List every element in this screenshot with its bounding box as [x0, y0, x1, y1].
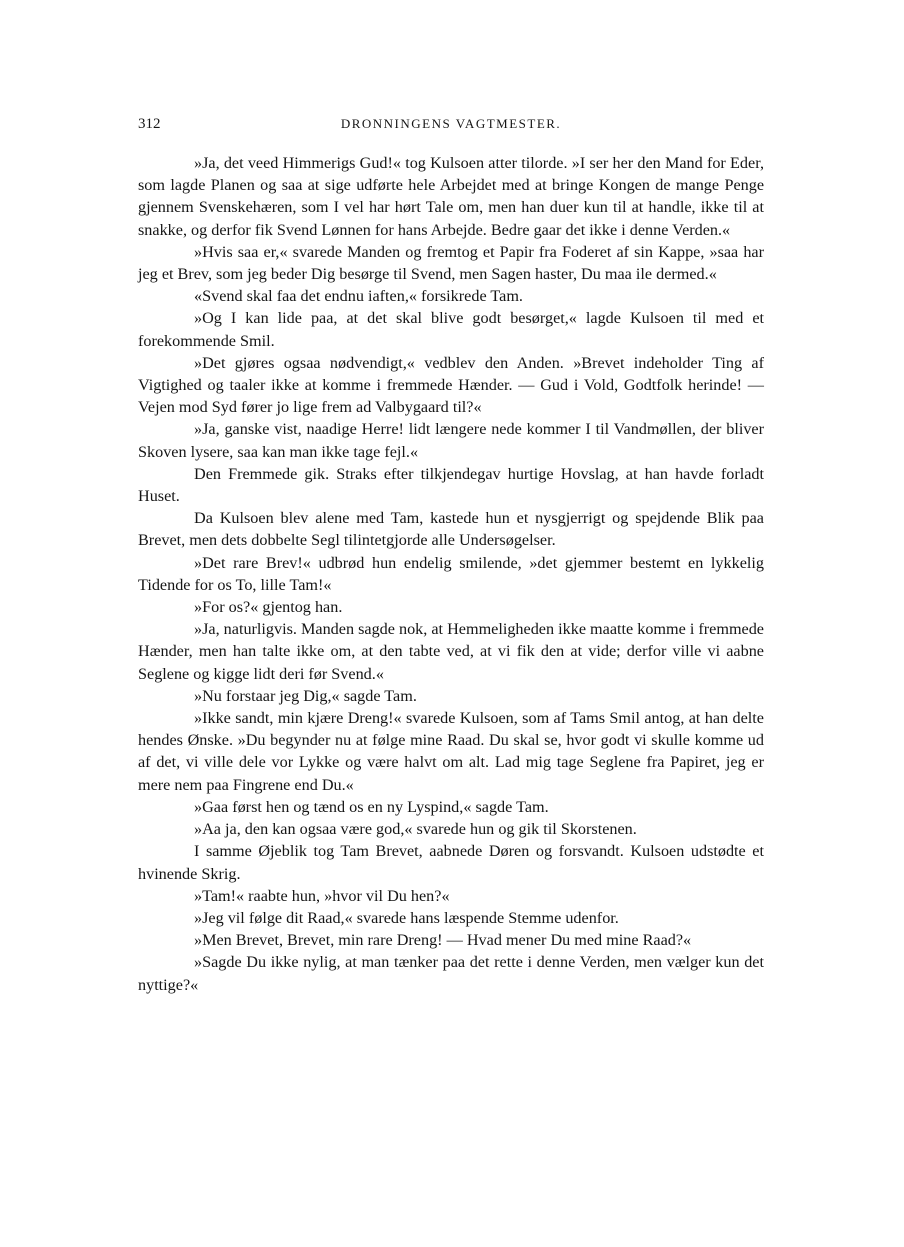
paragraph: »Jeg vil følge dit Raad,« svarede hans læspende Stemme udenfor. [194, 908, 619, 927]
paragraph: »Gaa først hen og tænd os en ny Lyspind,« sagde Tam. [194, 797, 549, 816]
page-number: 312 [138, 116, 161, 132]
body-text [138, 152, 764, 996]
paragraph: »Det gjøres ogsaa nødvendigt,« vedblev den Anden. »Brevet indeholder Ting af Vigtighed og taaler ikke at komme i fremmede Hænder. — Gud i Vold, Godtfolk herinde! — Vejen mod Syd fører jo lige frem ad Valbygaard til?« [138, 353, 764, 417]
paragraph: »For os?« gjentog han. [194, 598, 343, 617]
paragraph: I samme Øjeblik tog Tam Brevet, aabnede Døren og forsvandt. Kulsoen udstødte et hvinende Skrig. [138, 842, 764, 883]
book-page [138, 110, 764, 996]
paragraph: »Aa ja, den kan ogsaa være god,« svarede hun og gik til Skorstenen. [194, 820, 637, 839]
paragraph: »Tam!« raabte hun, »hvor vil Du hen?« [194, 886, 450, 905]
paragraph: «Svend skal faa det endnu iaften,« forsikrede Tam. [194, 287, 523, 306]
paragraph: »Nu forstaar jeg Dig,« sagde Tam. [194, 686, 417, 705]
paragraph: Da Kulsoen blev alene med Tam, kastede hun et nysgjerrigt og spejdende Blik paa Brevet, men dets dobbelte Segl tilintetgjorde alle Undersøgelser. [138, 509, 764, 550]
running-title: DRONNINGENS VAGTMESTER. [340, 116, 562, 131]
paragraph: »Ja, naturligvis. Manden sagde nok, at Hemmeligheden ikke maatte komme i fremmede Hænder, men han talte ikke om, at den tabte ved, at vi fik den at vide; derfor ville vi aabne Seglene og kigge lidt deri før Svend.« [138, 620, 764, 683]
paragraph: »Og I kan lide paa, at det skal blive godt besørget,« lagde Kulsoen til med et forekommende Smil. [138, 309, 764, 350]
paragraph: Den Fremmede gik. Straks efter tilkjendegav hurtige Hovslag, at han havde forladt Huset. [138, 464, 764, 506]
paragraph: »Det rare Brev!« udbrød hun endelig smilende, »det gjemmer bestemt en lykkelig Tidende for os To, lille Tam!« [138, 553, 764, 594]
paragraph: »Ja, det veed Himmerigs Gud!« tog Kulsoen atter tilorde. »I ser her den Mand for Eder, som lagde Planen og saa at sige udførte hele Arbejdet med at bringe Kongen de mange Penge gjennem Svenskehæren, som I vel har hørt Tale om, men han duer kun til at handle, ikke til at snakke, og derfor fik Svend Lønnen for hans Arbejde. Bedre gaar det ikke i denne Verden.« [138, 154, 764, 239]
paragraph: »Ja, ganske vist, naadige Herre! lidt længere nede kommer I til Vandmøllen, der bliver Skoven lysere, saa kan man ikke tage fejl.« [138, 420, 764, 461]
paragraph: »Men Brevet, Brevet, min rare Dreng! — Hvad mener Du med mine Raad?« [194, 931, 692, 950]
paragraph: »Ikke sandt, min kjære Dreng!« svarede Kulsoen, som af Tams Smil antog, at han delte hendes Ønske. »Du begynder nu at følge mine Raad. Du skal se, hvor godt vi skulle komme ud af det, vi ville dele vor Lykke og være halvt om alt. Lad mig tage Seglene fra Papiret, jeg er mere nem paa Fingrene end Du.« [138, 709, 764, 794]
paragraph: »Sagde Du ikke nylig, at man tænker paa det rette i denne Verden, men vælger kun det nyttige?« [138, 953, 764, 994]
paragraph: »Hvis saa er,« svarede Manden og fremtog et Papir fra Foderet af sin Kappe, »saa har jeg et Brev, som jeg beder Dig besørge til Svend, men Sagen haster, Du maa ile dermed.« [138, 242, 764, 284]
running-head [138, 110, 764, 136]
